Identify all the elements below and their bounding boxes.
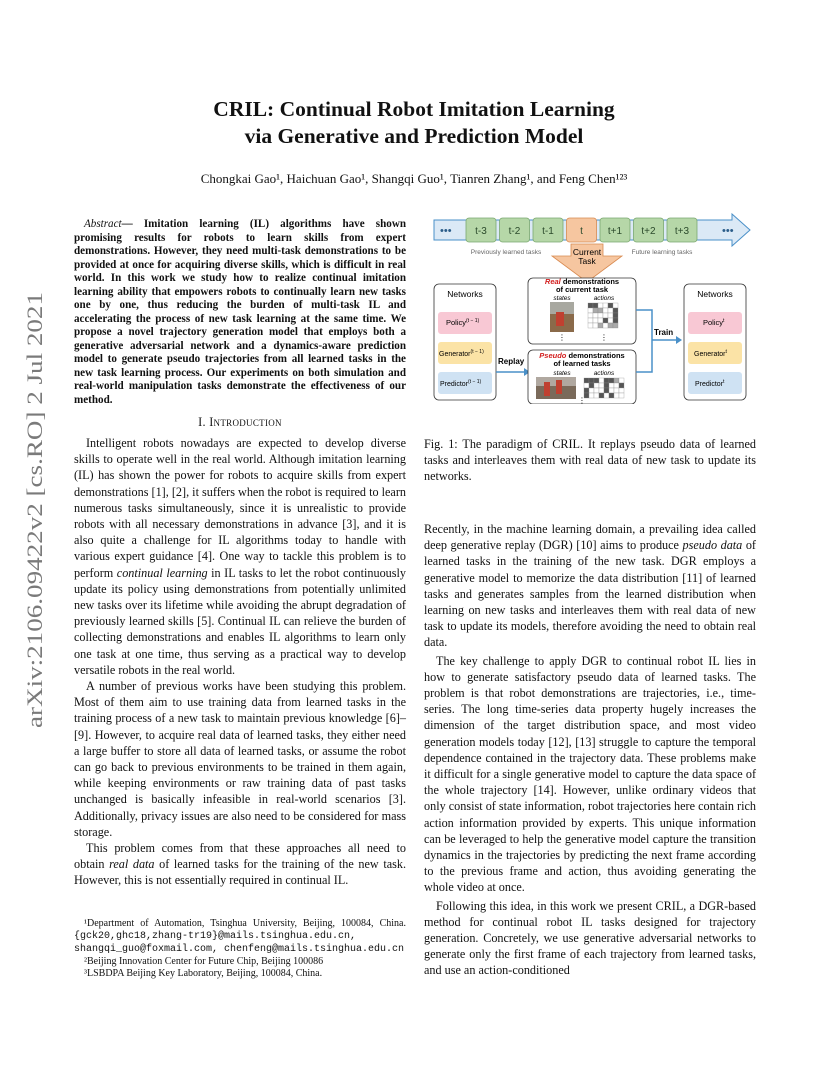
footnote-affiliation-3: ³LSBDPA Beijing Key Laboratory, Beijing, 100084, China.	[84, 968, 323, 979]
action-cell	[593, 303, 598, 308]
timeline-task-label: t+1	[607, 226, 623, 237]
action-cell	[613, 303, 618, 308]
footnotes	[74, 918, 406, 980]
action-cell	[604, 393, 609, 398]
action-cell	[609, 378, 614, 383]
action-cell	[619, 388, 624, 393]
right-paragraph-1: Recently, in the machine learning domain, a prevailing idea called deep generative replay (DGR) [10] aims to produce pseudo data of learned tasks in the training of the new task. DGR employs a generative model to memorize the data distribution [11] of learned tasks and generates samples from the learned distribution when learning on new tasks and interleaves them with real data of new task to update its models, therefore avoiding the need to obtain real data.	[424, 522, 756, 650]
pseudo-actions-label: actions	[593, 370, 615, 377]
action-cell	[588, 308, 593, 313]
footnote-affiliation-1: ¹Department of Automation, Tsinghua University, Beijing, 100084, China. {gck20,ghc18,zhang-tr19}@mails.tsinghua.edu.cn, shangqi_guo@foxmail.com, chenfeng@mails.tsinghua.edu.cn	[74, 918, 406, 955]
action-cell	[588, 323, 593, 328]
action-cell	[608, 308, 613, 313]
action-cell	[598, 323, 603, 328]
real-action-grid	[588, 303, 618, 328]
footnote-affiliation-2: ²Beijing Innovation Center for Future Chip, Beijing 100086	[84, 956, 324, 967]
action-cell	[603, 303, 608, 308]
predictor-left-label: Predictor$^{(t - 1)}$	[440, 379, 482, 388]
predictor-right-label: Predictor$^t$	[695, 379, 725, 388]
action-cell	[598, 318, 603, 323]
arxiv-side-label	[12, 290, 52, 730]
timeline-task-label: t+3	[674, 226, 690, 237]
real-states-label: states	[553, 295, 571, 302]
action-cell	[584, 378, 589, 383]
action-cell	[584, 383, 589, 388]
intro-paragraph-3: This problem comes from that these approaches all need to obtain real data of learned tasks for the training of the new task. However, this is not essentially required in continual IL.	[74, 841, 406, 888]
action-cell	[599, 383, 604, 388]
abstract	[74, 218, 406, 407]
action-cell	[594, 393, 599, 398]
pseudo-states-label: states	[553, 370, 571, 377]
left-column	[74, 218, 406, 889]
paper-title	[60, 96, 768, 150]
future-tasks-label: Future learning tasks	[631, 249, 693, 256]
pseudo-demo-subtitle: of learned tasks	[553, 359, 611, 368]
current-task-label-2: Task	[578, 256, 596, 266]
action-cell	[608, 318, 613, 323]
generator-left-label: Generator$^{(t - 1)}$	[439, 349, 484, 358]
author-emails: {gck20,ghc18,zhang-tr19}@mails.tsinghua.edu.cn, shangqi_guo@foxmail.com, chenfeng@mails.tsinghua.edu.cn	[74, 931, 405, 955]
action-cell	[603, 308, 608, 313]
action-cell	[614, 388, 619, 393]
action-cell	[603, 318, 608, 323]
action-cell	[593, 323, 598, 328]
title-line-2: via Generative and Prediction Model	[244, 124, 584, 148]
figure-caption: Fig. 1: The paradigm of CRIL. It replays pseudo data of learned tasks and interleaves them with real data of new task to update its networks.	[424, 437, 756, 484]
real-demo-title: Real demonstrations	[544, 277, 620, 286]
right-paragraph-2: The key challenge to apply DGR to continual robot IL lies in how to generate satisfactory pseudo data of learned tasks. The problem is that robot demonstrations are trajectories, i.e., time-series. The long time-series data property hugely increases the dimension of the target distribution space, and most video generation models today [12], [13] struggle to capture the temporal dependence contained in the trajectory data. These problems make it difficult for a single generative model to capture the data space of the whole trajectory [14]. However, unlike ordinary videos that only consist of state information, robot trajectories here contain rich action information provided by experts. This unique information can be leveraged to help the generative model capture the transition dynamics in the trajectories by predicting the next frame according to the previous frame and action, thus avoiding generating the whole video at once.	[424, 653, 756, 895]
action-cell	[613, 318, 618, 323]
author-list: Chongkai Gao¹, Haichuan Gao¹, Shangqi Guo¹, Tianren Zhang¹, and Feng Chen¹²³	[200, 171, 628, 186]
timeline-task-label: t-3	[475, 226, 487, 237]
abstract-text: — Imitation learning (IL) algorithms have shown promising results for robots to learn skills from expert demonstrations. However, they need multi-task demonstrations to be provided at once for acquiring diverse skills, which is difficult in real world. In this work we study how to realize continual imitation learning ability that empowers robots to continually learn new tasks one by one, thus reducing the burden of multi-task IL and accelerating the process of new task learning at the same time. We propose a novel trajectory generation model that employs both a generative adversarial network and a dynamics-aware prediction model to generate pseudo trajectories from all learned tasks in the new task learning process. Our experiments on both simulation and real-world manipulation tasks demonstrate the effectiveness of our method.	[74, 218, 406, 406]
action-cell	[603, 313, 608, 318]
action-cell	[614, 378, 619, 383]
action-cell	[599, 393, 604, 398]
action-cell	[584, 388, 589, 393]
replay-label: Replay	[498, 357, 525, 366]
svg-text:⋮: ⋮	[600, 333, 608, 342]
action-cell	[604, 378, 609, 383]
action-cell	[619, 393, 624, 398]
right-paragraph-3: Following this idea, in this work we present CRIL, a DGR-based method for continual robot IL tasks designed for trajectory generation. Concretely, we use generative adversarial networks to generate only the first frame of each trajectory from learned tasks, and use an action-conditioned	[424, 898, 756, 978]
real-demo-subtitle: of current task	[555, 285, 609, 294]
networks-right-title: Networks	[697, 289, 733, 299]
timeline-dots-left: •••	[440, 225, 452, 237]
arxiv-id-text: arXiv:2106.09422v2 [cs.RO] 2 Jul 2021	[22, 373, 47, 728]
action-cell	[608, 303, 613, 308]
action-cell	[608, 313, 613, 318]
action-cell	[598, 303, 603, 308]
timeline-task-label: t	[580, 226, 583, 237]
intro-paragraph-2: A number of previous works have been studying this problem. Most of them aim to use training data from learned tasks in the training process of a new task to maintain previous knowledge [6]–[9]. However, to acquire real data of learned tasks, they either need a large buffer to store all data of learned tasks, or assume the robot can go back to previous environments to be trained in them again, while keeping environments or raw training data of past tasks unchanged is basically infeasible in real-world scenarios [3]. Additionally, privacy issues are also need to be considered for mass storage.	[74, 679, 406, 839]
action-cell	[613, 313, 618, 318]
action-cell	[599, 388, 604, 393]
action-cell	[609, 388, 614, 393]
action-cell	[604, 383, 609, 388]
action-cell	[593, 313, 598, 318]
action-cell	[593, 308, 598, 313]
action-cell	[613, 323, 618, 328]
timeline-dots-right: •••	[722, 225, 734, 237]
action-cell	[614, 383, 619, 388]
policy-left-label: Policy$^{(t - 1)}$	[446, 318, 480, 327]
action-cell	[588, 318, 593, 323]
abstract-label: Abstract	[84, 218, 122, 230]
previously-learned-label: Previously learned tasks	[470, 249, 542, 256]
action-cell	[589, 378, 594, 383]
section-heading-introduction: I. Introduction	[198, 415, 282, 429]
action-cell	[614, 393, 619, 398]
timeline-task-label: t-1	[542, 226, 554, 237]
train-connector	[636, 310, 652, 372]
action-cell	[594, 383, 599, 388]
action-cell	[593, 318, 598, 323]
action-cell	[598, 313, 603, 318]
train-label: Train	[654, 328, 674, 337]
real-ellipsis: ⋮	[558, 333, 566, 342]
action-cell	[589, 393, 594, 398]
action-cell	[588, 313, 593, 318]
policy-right-label: Policy$^t$	[703, 318, 725, 327]
action-cell	[613, 308, 618, 313]
svg-text:⋮: ⋮	[578, 396, 586, 404]
action-cell	[594, 388, 599, 393]
action-cell	[608, 323, 613, 328]
pseudo-demo-title: Pseudo demonstrations	[539, 351, 625, 360]
right-column	[424, 521, 756, 979]
timeline-task-label: t-2	[508, 226, 521, 237]
action-cell	[619, 383, 624, 388]
action-cell	[609, 393, 614, 398]
action-cell	[598, 308, 603, 313]
action-cell	[589, 383, 594, 388]
action-cell	[604, 388, 609, 393]
action-cell	[619, 378, 624, 383]
generator-right-label: Generator$^t$	[694, 349, 727, 358]
timeline-task-label: t+2	[641, 226, 656, 237]
figure-cril-paradigm	[432, 212, 756, 404]
action-cell	[588, 303, 593, 308]
action-cell	[609, 383, 614, 388]
action-cell	[594, 378, 599, 383]
networks-left-title: Networks	[447, 289, 483, 299]
current-task-label: Current	[572, 247, 602, 257]
action-cell	[603, 323, 608, 328]
intro-paragraph-1: Intelligent robots nowadays are expected to develop diverse skills to operate well in the real world. Although imitation learning (IL) has shown the power for robots to acquire skills from expert demonstrations [1], [2], it suffers when the robot is required to learn numerous tasks simultaneously, since it is unrealistic to provide robots with all necessary demonstrations in advance [3], and it is also quite a challenge for IL algorithms today to handle with various expert guidance [4]. One way to tackle this problem is to perform continual learning in IL tasks to let the robot continuously update its policy using demonstrations from potentially unlimited new tasks over its lifetime while avoiding the abrupt degradation of previously learned skills [5]. Continual IL can relieve the burden of collecting demonstrations and enables IL algorithms to learn only one task at one time, thus serving as a practical way to develop versatile robots in the real world.	[74, 436, 406, 677]
title-line-1: CRIL: Continual Robot Imitation Learning	[213, 97, 615, 121]
real-actions-label: actions	[593, 295, 615, 302]
action-cell	[599, 378, 604, 383]
pseudo-action-grid	[584, 378, 624, 398]
action-cell	[589, 388, 594, 393]
